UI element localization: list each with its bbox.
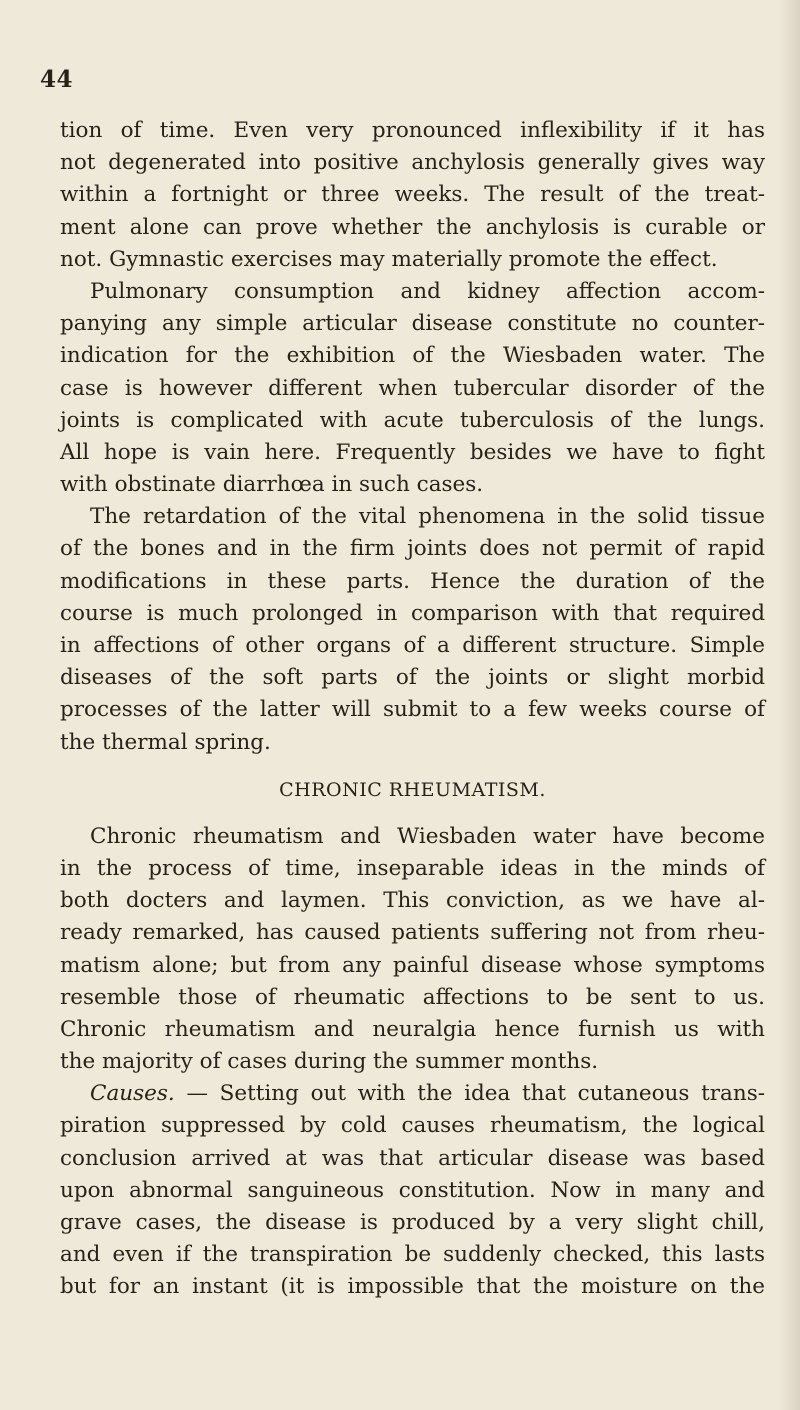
text-line: All hope is vain here. Frequently besides we have to fight (60, 439, 765, 465)
text-line: the thermal spring. (60, 729, 271, 755)
text-line: but for an instant (it is impossible that the moisture on the (60, 1274, 765, 1300)
text-line: joints is complicated with acute tuberculosis of the lungs. (60, 407, 765, 433)
text-line: not. Gymnastic exercises may materially promote the effect. (60, 246, 718, 272)
text-line: and even if the transpiration be suddenly checked, this lasts (60, 1242, 765, 1268)
text-line: processes of the latter will submit to a few weeks course of (60, 697, 765, 723)
text-line: of the bones and in the firm joints does not permit of rapid (60, 536, 765, 562)
text-line: grave cases, the disease is produced by a very slight chill, (60, 1210, 765, 1235)
text-line: the majority of cases during the summer months. (60, 1049, 599, 1075)
text-line: in the process of time, inseparable ideas in the minds of (60, 855, 765, 881)
paragraph (60, 501, 765, 759)
text-line: course is much prolonged in comparison with that required (60, 600, 765, 626)
text-line: diseases of the soft parts of the joints or slight morbid (60, 665, 765, 691)
text-line: upon abnormal sanguineous constitution. Now in many and (60, 1177, 765, 1203)
text-line: resemble those of rheumatic affections to be sent to us. (60, 984, 765, 1010)
text-line: matism alone; but from any painful disease whose symptoms (60, 952, 765, 978)
section-heading: CHRONIC RHEUMATISM. (279, 778, 546, 801)
text-line: in affections of other organs of a different structure. Simple (60, 633, 765, 658)
text-line: The retardation of the vital phenomena in the solid tissue (90, 504, 765, 530)
text-line: indication for the exhibition of the Wiesbaden water. The (60, 343, 765, 369)
text-line: tion of time. Even very pronounced inflexibility if it has (60, 118, 765, 143)
text-line: Pulmonary consumption and kidney affection accom- (90, 278, 765, 304)
body-text (60, 115, 765, 1304)
text-line: conclusion arrived at was that articular disease was based (60, 1145, 765, 1171)
text-line: panying any simple articular disease constitute no counter- (60, 311, 765, 337)
text-line: Chronic rheumatism and Wiesbaden water have become (90, 823, 765, 849)
text-line: both docters and laymen. This conviction, as we have al- (60, 888, 765, 914)
text-line: with obstinate diarrhœa in such cases. (60, 472, 484, 498)
text-line: piration suppressed by cold causes rheumatism, the logical (60, 1113, 765, 1139)
text-line: case is however different when tubercular disorder of the (60, 375, 765, 401)
text-line: within a fortnight or three weeks. The result of the treat- (60, 182, 765, 208)
page-edge-shadow (778, 0, 800, 1410)
paragraph (60, 821, 765, 1079)
text-line-rest: — Setting out with the idea that cutaneous trans- (174, 1081, 765, 1107)
page-number: 44 (40, 66, 74, 93)
text-line: modifications in these parts. Hence the duration of the (60, 568, 765, 594)
text-line: ready remarked, has caused patients suffering not from rheu- (60, 920, 765, 946)
causes-lead: Causes. (90, 1081, 175, 1107)
text-line: not degenerated into positive anchylosis generally gives way (60, 150, 765, 176)
paragraph (60, 115, 765, 276)
text-line: Chronic rheumatism and neuralgia hence furnish us with (60, 1016, 765, 1042)
text-line: ment alone can prove whether the anchylosis is curable or (60, 214, 765, 240)
paragraph (60, 1078, 765, 1303)
paragraph (60, 276, 765, 501)
text-line (60, 1078, 765, 1110)
